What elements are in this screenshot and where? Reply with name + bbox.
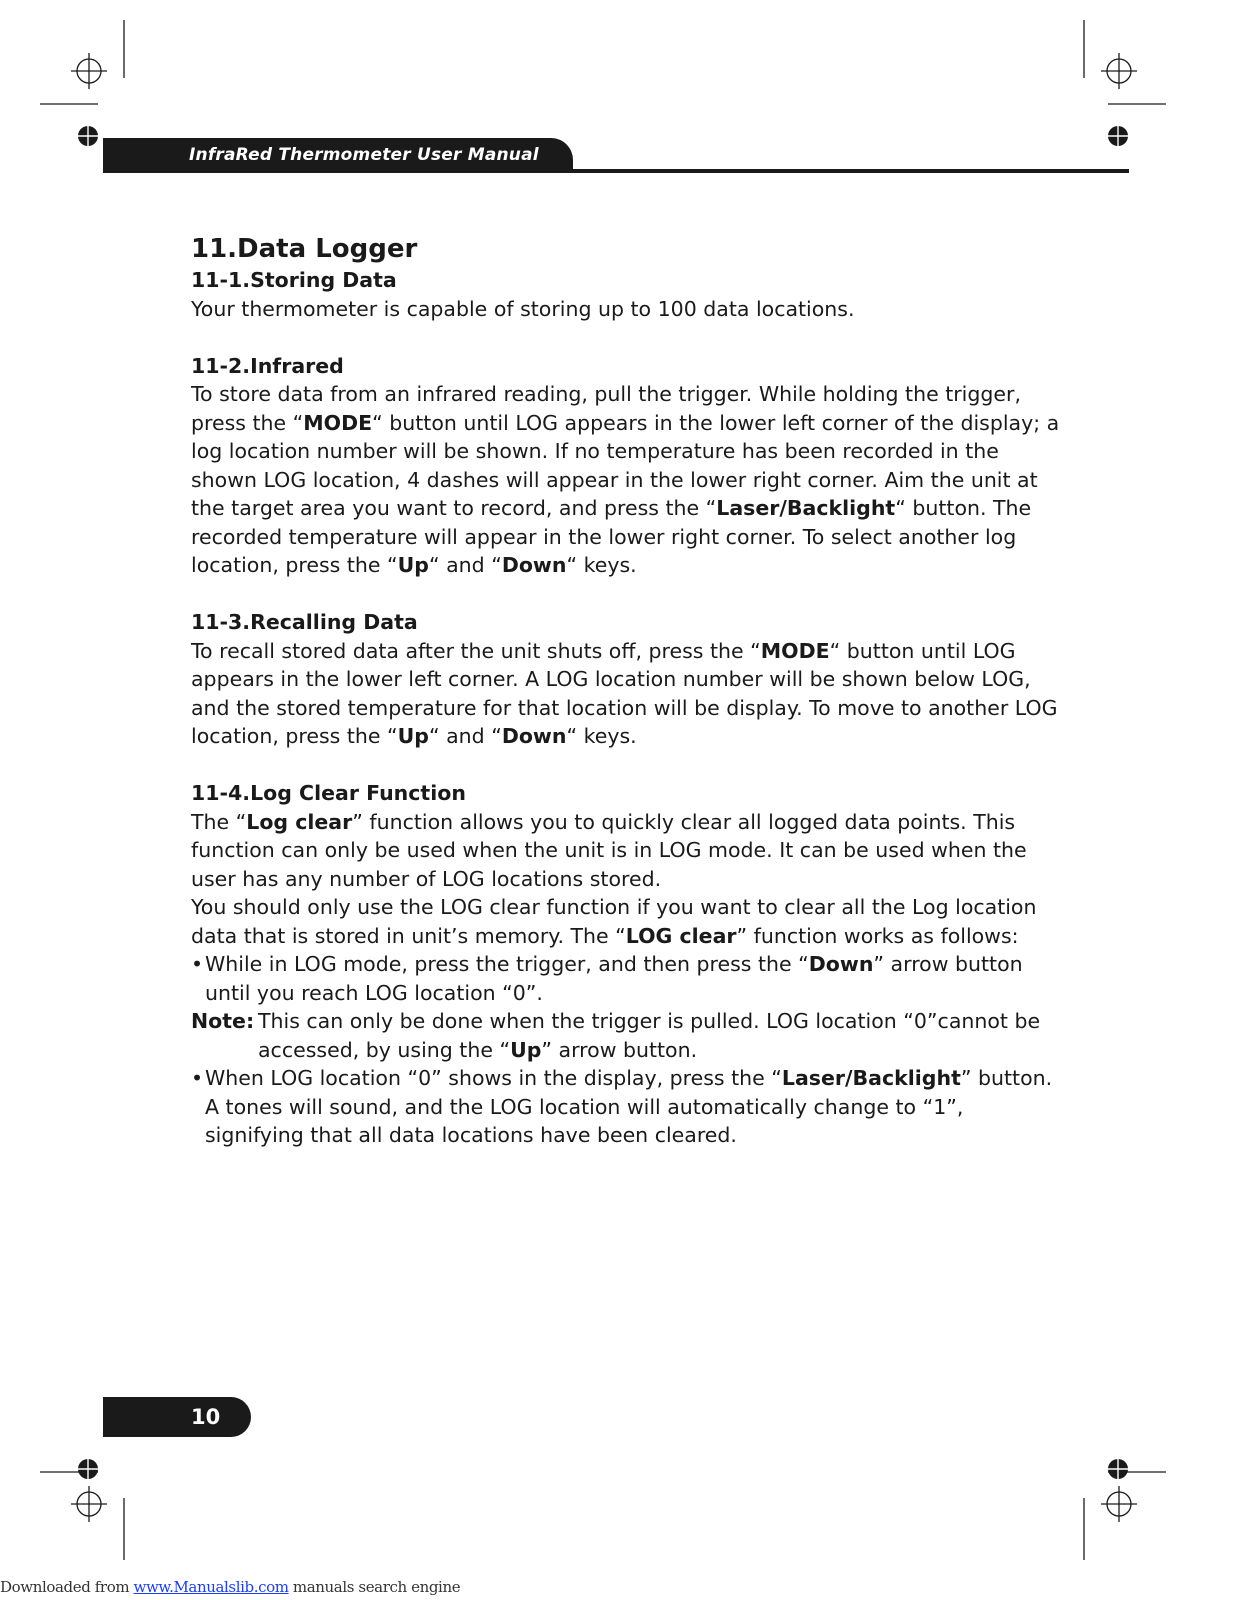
running-header-title: InfraRed Thermometer User Manual [189, 145, 539, 165]
header-rule [103, 169, 1129, 173]
subsection-heading-infrared: 11-2.Infrared [191, 353, 344, 378]
page-content [191, 232, 1061, 1150]
subsection-heading-log-clear: 11-4.Log Clear Function [191, 781, 466, 805]
crop-mark-bottom-left [40, 1470, 140, 1560]
paragraph-storing-data: Your thermometer is capable of storing up to 100 data locations. [191, 296, 855, 321]
bullet-icon: • [191, 1066, 204, 1090]
subsection-heading-recalling-data: 11-3.Recalling Data [191, 610, 418, 634]
paragraph-log-clear-intro: The “Log clear” function allows you to quickly clear all logged data points. This function can only be used when the unit is in LOG mode. It can be used when the user has any number of LOG locations stored. [191, 809, 1027, 891]
list-item: • While in LOG mode, press the trigger, and then press the “Down” arrow button until you reach LOG location “0”. [191, 952, 1023, 1005]
paragraph-recalling-data: To recall stored data after the unit shuts off, press the “MODE“ button until LOG appears in the lower left corner. A LOG location number will be shown below LOG, and the stored temperature for that location will be display. To move to another LOG location, press the “Up“ and “Down“ keys. [191, 638, 1058, 748]
note: Note: This can only be done when the trigger is pulled. LOG location “0”cannot be accessed, by using the “Up” arrow button. [191, 1009, 1041, 1062]
note-label: Note: [191, 1009, 255, 1033]
registration-mark-icon [1107, 125, 1129, 147]
registration-mark-icon [1107, 1458, 1129, 1480]
download-footer: Downloaded from www.Manualslib.com manuals search engine [0, 1578, 461, 1596]
paragraph-infrared: To store data from an infrared reading, pull the trigger. While holding the trigger, press the “MODE“ button until LOG appears in the lower left corner of the display; a log location number will be shown. If no temperature has been recorded in the shown LOG location, 4 dashes will appear in the lower right corner. Aim the unit at the target area you want to record, and press the “Laser/Backlight“ button. The recorded temperature will appear in the lower right corner. To select another log location, press the “Up“ and “Down“ keys. [191, 382, 1060, 577]
crop-mark-top-left [40, 20, 140, 110]
paragraph-log-clear-usage: You should only use the LOG clear function if you want to clear all the Log location data that is stored in unit’s memory. The “LOG clear” function works as follows: [191, 895, 1037, 948]
bullet-icon: • [191, 952, 204, 976]
crop-mark-top-right [1080, 20, 1180, 110]
registration-mark-icon [77, 125, 99, 147]
list-item: • When LOG location “0” shows in the display, press the “Laser/Backlight” button. A tones will sound, and the LOG location will automatically change to “1”, signifying that all data locations have been cleared. [191, 1066, 1053, 1147]
running-header [103, 138, 573, 172]
page-number-tab [103, 1397, 251, 1437]
registration-mark-icon [77, 1458, 99, 1480]
crop-mark-bottom-right [1080, 1470, 1180, 1560]
subsection-heading-storing-data: 11-1.Storing Data [191, 268, 397, 292]
manualslib-link[interactable]: www.Manualslib.com [133, 1578, 289, 1596]
section-title: 11.Data Logger [191, 234, 418, 264]
page-number: 10 [191, 1405, 221, 1429]
